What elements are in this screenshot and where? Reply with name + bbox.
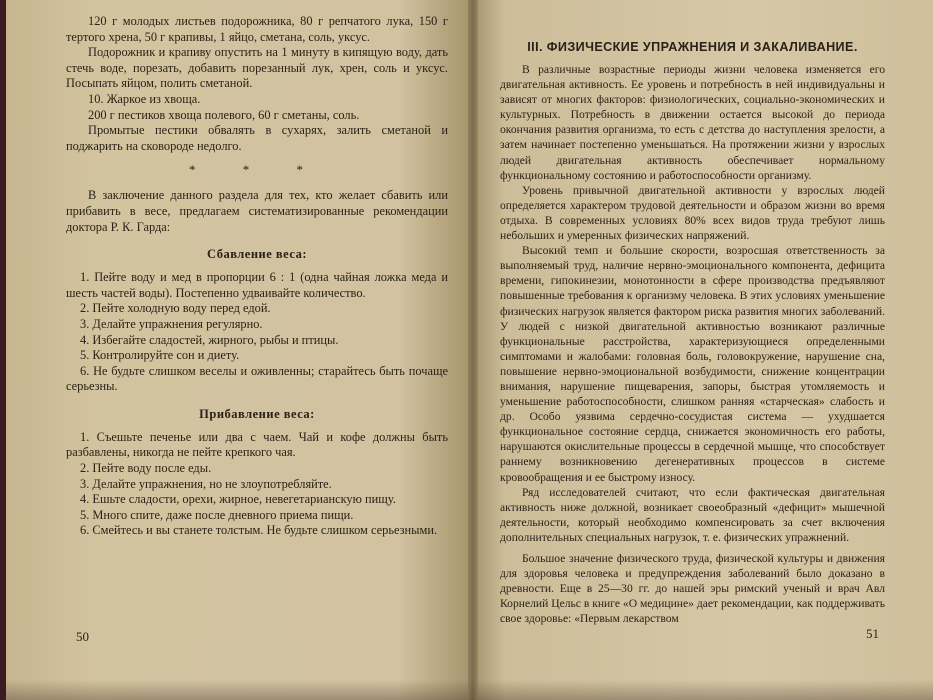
page-number-right: 51 bbox=[866, 626, 879, 641]
recipe-ingredients: 120 г молодых листьев подорожника, 80 г репчатого лука, 150 г тертого хрена, 50 г крапивы, 1 яйцо, сметана, соль, уксус. bbox=[66, 14, 448, 44]
recipe-ingredients: 200 г пестиков хвоща полевого, 60 г сметаны, соль. bbox=[88, 107, 360, 122]
section-ornament: * * * bbox=[189, 162, 325, 178]
body-paragraph: Ряд исследователей считают, что если фактическая двигательная активность ниже должной, возникает своеобразный «дефицит» мышечной деятельности, который необходимо компенсировать за счет включения дополнительных специальных нагрузок, т. е. физических упражнений. bbox=[500, 485, 885, 544]
chapter-title: III. ФИЗИЧЕСКИЕ УПРАЖНЕНИЯ И ЗАКАЛИВАНИЕ. bbox=[527, 40, 858, 54]
list-item: 5. Контролируйте сон и диету. bbox=[80, 348, 240, 363]
page-shadow bbox=[6, 680, 468, 700]
list-item: 1. Съешьте печенье или два с чаем. Чай и кофе должны быть разбавлены, никогда не пейте крепкого чая. bbox=[66, 429, 448, 460]
left-page bbox=[6, 0, 468, 700]
list-item: 2. Пейте холодную воду перед едой. bbox=[80, 301, 271, 316]
list-item: 4. Ешьте сладости, орехи, жирное, невегетарианскую пищу. bbox=[80, 492, 396, 507]
subheading-lose-weight: Сбавление веса: bbox=[207, 247, 307, 262]
body-paragraph: Большое значение физического труда, физической культуры и движения для здоровья человека и предупреждения заболеваний было доказано в древности. Еще в 25—30 гг. до нашей эры римский ученый и врач Авл Корнелий Цельс в книге «О медицине» дает рекомендации, как поддерживать свое здоровье: «Первым лекарством bbox=[500, 552, 885, 626]
recipe-title: 10. Жаркое из хвоща. bbox=[88, 91, 201, 106]
body-paragraph: В различные возрастные периоды жизни человека изменяется его двигательная активность. Ее уровень и потребность в ней индивидуальны и зависят от многих факторов: физиологических, социально-экономических и культурных. Потребность в движении остается высокой до периода окончания развития организма, то есть с детства до наступления зрелости, а затем начинает постепенно уменьшаться. На протяжении жизни у взрослых людей двигательная активность обеспечивает нормальному функциональному состоянию и работоспособности организму. bbox=[500, 63, 885, 182]
recipe-instructions: Подорожник и крапиву опустить на 1 минуту в кипящую воду, дать стечь воде, порезать, добавить порезанный лук, хрен, соль и уксус. Посыпать яйцом, полить сметаной. bbox=[66, 45, 448, 91]
page-shadow bbox=[468, 680, 933, 700]
list-item: 3. Делайте упражнения, но не злоупотребляйте. bbox=[80, 476, 332, 491]
page-number-left: 50 bbox=[76, 629, 89, 644]
book-gutter bbox=[468, 0, 478, 700]
body-paragraph: Высокий темп и большие скорости, возросшая ответственность за выполняемый труд, наличие нервно-эмоционального компонента, дефицита времени, гипокинезии, монотонности в сфере производства предъявляют повышенные требования к организму человека. В этих условиях уменьшение физических нагрузок является фактором риска развития многих заболеваний. У людей с низкой двигательной активностью возникают различные функциональные расстройства, характеризующиеся определенными симптомами и жалобами: головная боль, головокружение, нарушение сна, повышение нервно-эмоциональной возбудимости, снижение концентрации внимания, нарушение пищеварения, запоры, быстрая утомляемость и уменьшение работоспособности, слишком ранняя «старческая» слабость и др. Особо уязвима сердечно-сосудистая система — ухудшается функциональное состояние сердца, снижается экономичность его работы, нарушаются окислительные процессы в сердечной мышце, что способствует раннему возникновению дегенеративных процессов в системе кровообращения и ее быстрому износу. bbox=[500, 244, 885, 484]
list-item: 6. Смейтесь и вы станете толстым. Не будьте слишком серьезными. bbox=[80, 523, 438, 538]
book-spread bbox=[6, 0, 933, 700]
list-item: 3. Делайте упражнения регулярно. bbox=[80, 316, 263, 331]
lose-weight-list bbox=[66, 270, 448, 395]
body-paragraph: Уровень привычной двигательной активности у взрослых людей определяется характером трудовой деятельности и образом жизни во время отдыха. В современных условиях 80% всех видов труда требуют лишь небольших и умеренных физических напряжений. bbox=[500, 183, 885, 243]
list-item: 5. Много спите, даже после дневного приема пищи. bbox=[80, 507, 354, 522]
list-item: 2. Пейте воду после еды. bbox=[80, 461, 212, 476]
right-page bbox=[468, 0, 933, 700]
gain-weight-list bbox=[66, 430, 448, 539]
recipe-instructions: Промытые пестики обвалять в сухарях, залить сметаной и поджарить на сковороде недолго. bbox=[66, 123, 448, 153]
intro-paragraph: В заключение данного раздела для тех, кто желает сбавить или прибавить в весе, предлагаем систематизированные рекомендации доктора Р. К. Гарда: bbox=[66, 188, 448, 234]
list-item: 6. Не будьте слишком веселы и оживленны; старайтесь быть почаще серьезны. bbox=[66, 363, 448, 394]
list-item: 4. Избегайте сладостей, жирного, рыбы и птицы. bbox=[80, 332, 339, 347]
list-item: 1. Пейте воду и мед в пропорции 6 : 1 (одна чайная ложка меда и шесть частей воды). Постепенно удваивайте количество. bbox=[66, 270, 448, 300]
subheading-gain-weight: Прибавление веса: bbox=[199, 406, 315, 421]
